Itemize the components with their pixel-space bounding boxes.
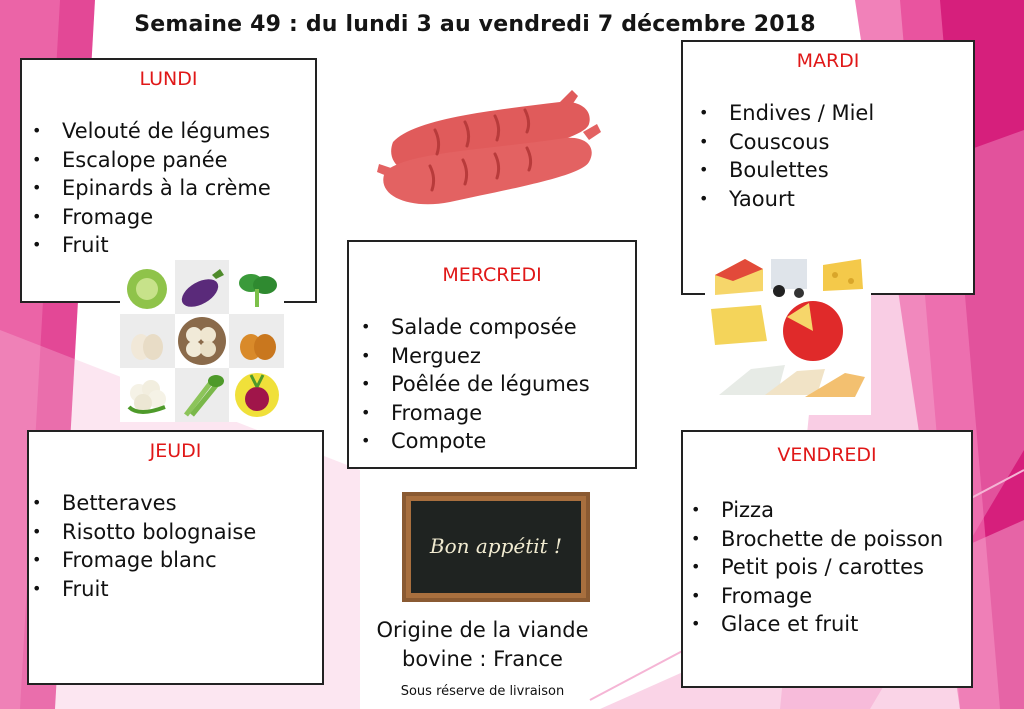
mushrooms-icon	[175, 314, 230, 368]
meat-origin-note	[360, 616, 605, 674]
menu-item: • Betteraves	[32, 489, 322, 518]
menu-item: • Boulettes	[699, 156, 973, 185]
origin-line-1: Origine de la viande	[376, 618, 589, 642]
spinach-icon	[229, 260, 284, 314]
menu-item: • Endives / Miel	[699, 99, 973, 128]
origin-line-2: bovine : France	[402, 647, 563, 671]
cabbage-icon	[120, 260, 175, 314]
chalkboard-text: Bon appétit !	[429, 534, 563, 558]
menu-item: • Compote	[361, 427, 635, 456]
menu-item: • Fromage	[32, 203, 315, 232]
menu-item: • Glace et fruit	[691, 610, 971, 639]
day-title-vendredi: VENDREDI	[777, 444, 877, 466]
eggplant-icon	[175, 260, 230, 314]
menu-item: • Merguez	[361, 342, 635, 371]
menu-item: • Fruit	[32, 575, 322, 604]
menu-item: • Velouté de légumes	[32, 117, 315, 146]
vegetables-grid-icon	[120, 260, 284, 422]
day-title-mardi: MARDI	[796, 50, 860, 72]
day-box-jeudi	[27, 430, 324, 685]
menu-item: • Escalope panée	[32, 146, 315, 175]
menu-item: • Fromage	[361, 399, 635, 428]
sausage-icon	[375, 80, 605, 220]
menu-item: • Fromage	[691, 582, 971, 611]
menu-item: • Risotto bolognaise	[32, 518, 322, 547]
menu-item: • Brochette de poisson	[691, 525, 971, 554]
delivery-note: Sous réserve de livraison	[400, 684, 565, 699]
menu-list-mardi	[699, 99, 973, 213]
beetroot-icon	[229, 368, 284, 422]
menu-item: • Couscous	[699, 128, 973, 157]
chalkboard-icon	[402, 492, 590, 602]
menu-item: • Poêlée de légumes	[361, 370, 635, 399]
day-box-vendredi	[681, 430, 973, 688]
menu-list-vendredi	[691, 496, 971, 639]
menu-item: • Fruit	[32, 231, 315, 260]
menu-item: • Yaourt	[699, 185, 973, 214]
day-box-mercredi	[347, 240, 637, 469]
day-title-lundi: LUNDI	[139, 68, 198, 90]
menu-item: • Pizza	[691, 496, 971, 525]
day-title-mercredi: MERCREDI	[442, 264, 542, 286]
cauliflower-icon	[120, 368, 175, 422]
menu-item: • Salade composée	[361, 313, 635, 342]
menu-item: • Petit pois / carottes	[691, 553, 971, 582]
cheese-assortment-icon	[705, 245, 871, 415]
onion-icon	[229, 314, 284, 368]
menu-list-lundi	[32, 117, 315, 260]
menu-item: • Fromage blanc	[32, 546, 322, 575]
day-title-jeudi: JEUDI	[149, 440, 202, 462]
menu-list-mercredi	[361, 313, 635, 456]
menu-list-jeudi	[32, 489, 322, 603]
page-title: Semaine 49 : du lundi 3 au vendredi 7 décembre 2018	[134, 12, 816, 37]
celery-icon	[175, 368, 230, 422]
garlic-icon	[120, 314, 175, 368]
menu-item: • Epinards à la crème	[32, 174, 315, 203]
